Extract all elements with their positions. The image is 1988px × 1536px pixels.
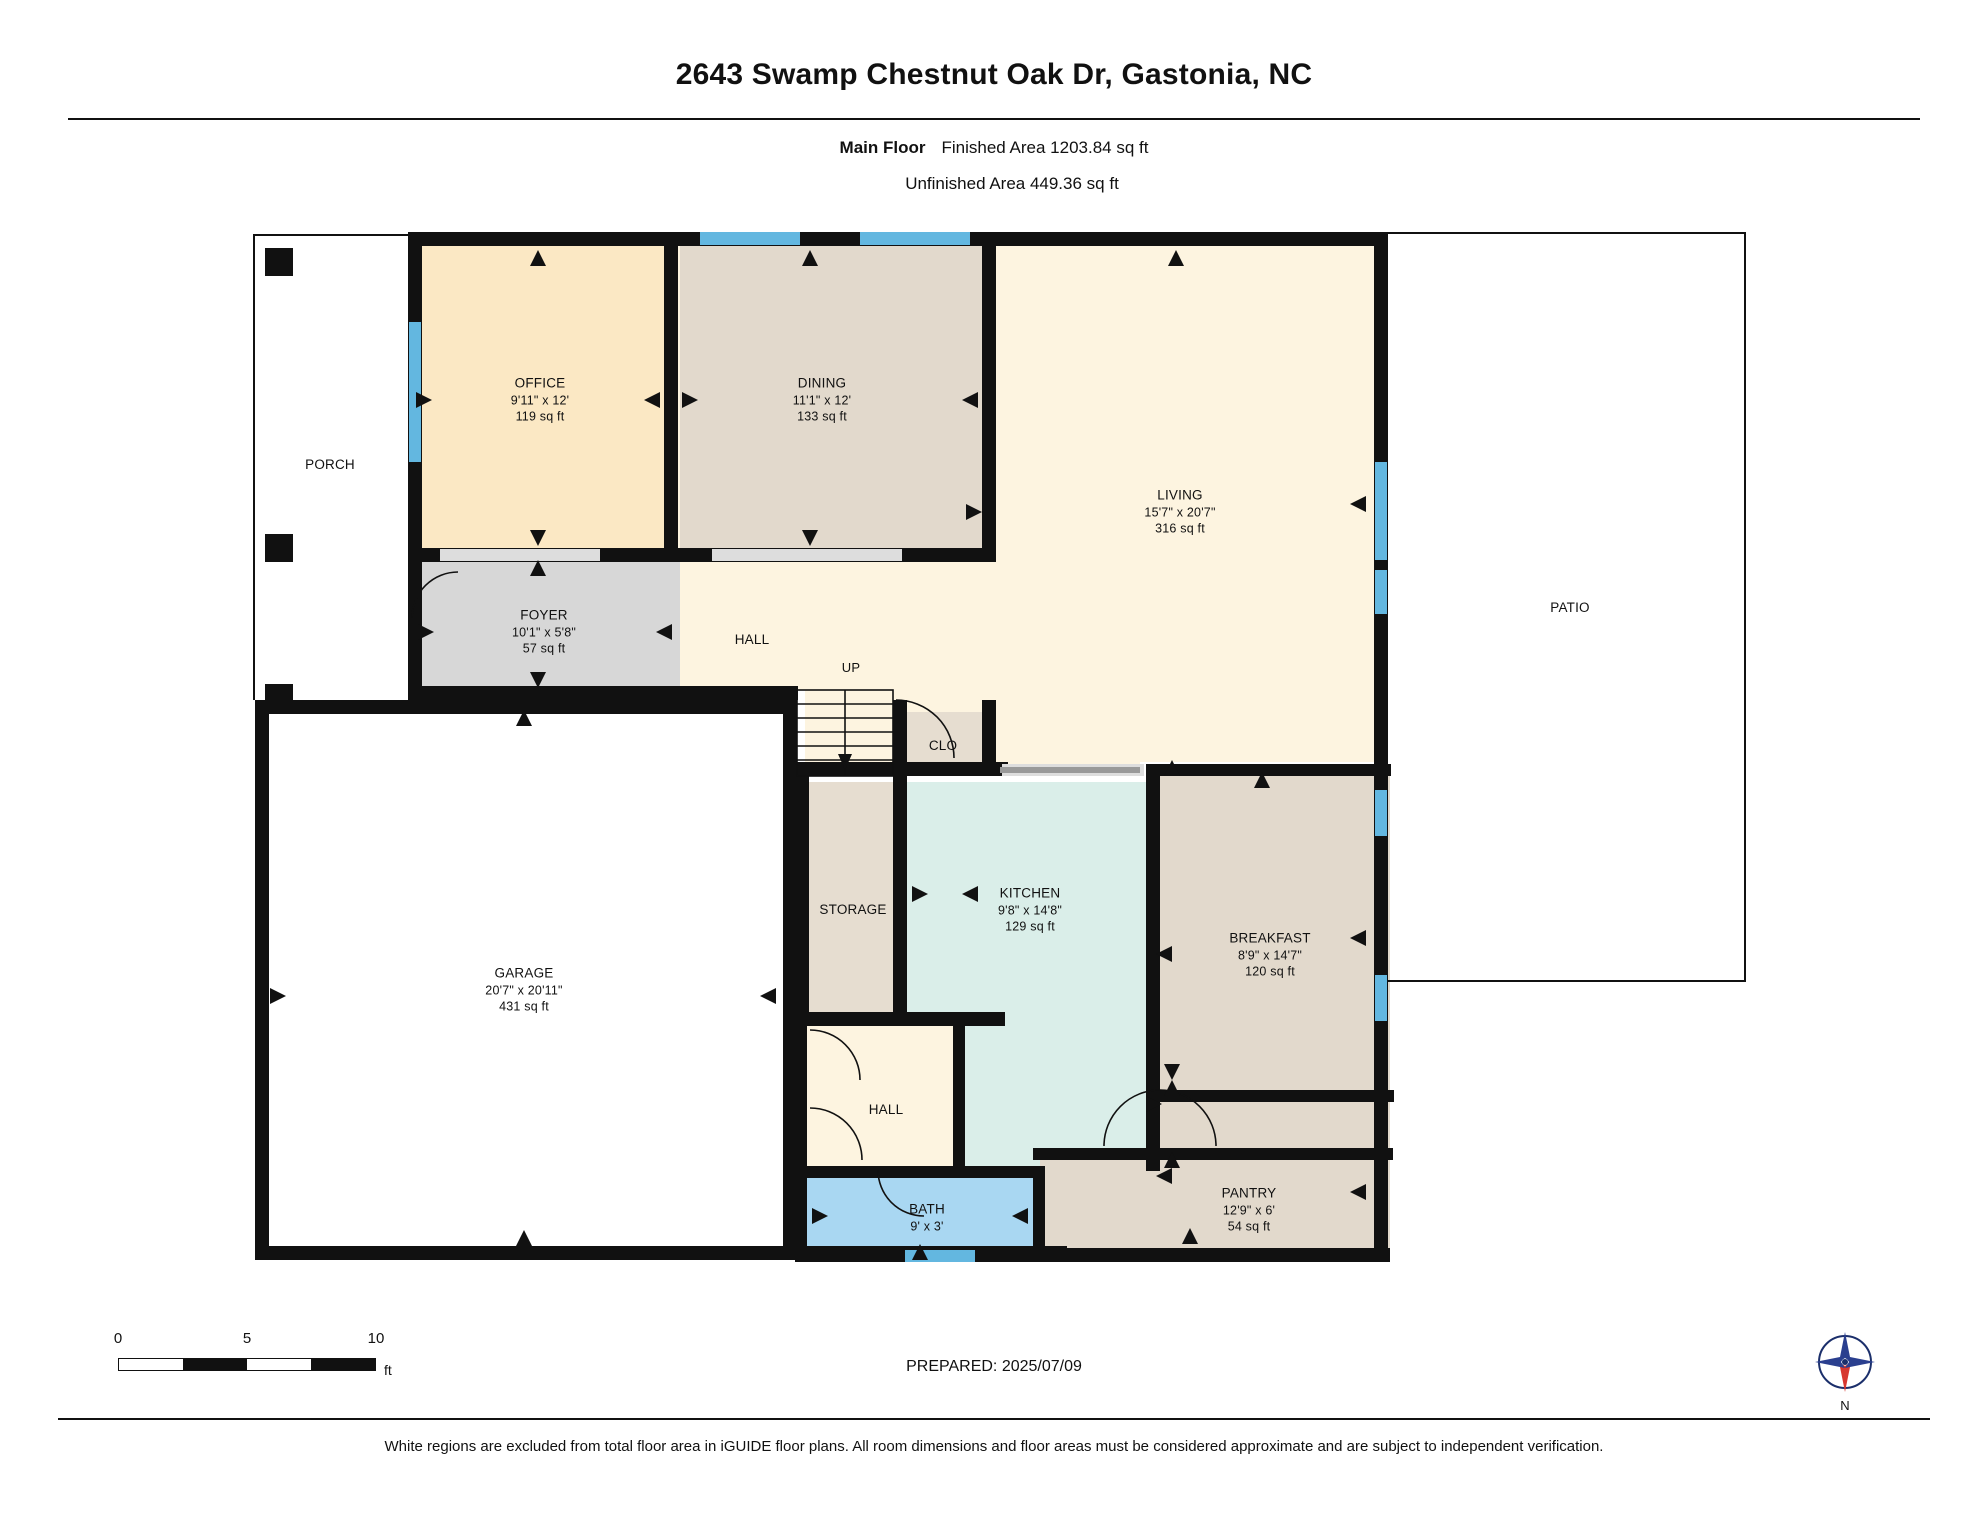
disclaimer-text: White regions are excluded from total floor area in iGUIDE floor plans. All room dimensions and floor areas must be considered approximate and are subject to independent verification.: [384, 1438, 1604, 1455]
room-hall-upper: HALL: [734, 631, 770, 647]
room-office: OFFICE 9'11" x 12' 119 sq ft: [510, 375, 570, 424]
scale-tick-5: 5: [242, 1330, 252, 1347]
page-title: 2643 Swamp Chestnut Oak Dr, Gastonia, NC: [675, 58, 1313, 91]
compass-north-label: N: [1840, 1398, 1850, 1413]
room-storage: STORAGE: [819, 901, 887, 917]
stairs-up-label: UP: [841, 659, 861, 675]
scale-tick-10: 10: [367, 1330, 385, 1347]
room-garage: GARAGE 20'7" x 20'11" 431 sq ft: [485, 965, 563, 1014]
room-porch: PORCH: [305, 456, 355, 472]
room-hall-lower: HALL: [868, 1101, 904, 1117]
compass-icon: [1805, 1322, 1885, 1402]
room-dining: DINING 11'1" x 12' 133 sq ft: [792, 375, 852, 424]
room-patio: PATIO: [1550, 599, 1590, 615]
room-bath: BATH 9' x 3': [909, 1201, 945, 1233]
room-breakfast: BREAKFAST 8'9" x 14'7" 120 sq ft: [1229, 930, 1311, 979]
footer-divider: [58, 1418, 1930, 1420]
compass-rose: [1805, 1322, 1885, 1416]
room-living: LIVING 15'7" x 20'7" 316 sq ft: [1144, 487, 1216, 536]
room-foyer: FOYER 10'1" x 5'8" 57 sq ft: [511, 607, 577, 656]
floor-label: Main Floor: [839, 138, 926, 157]
prepared-date: PREPARED: 2025/07/09: [906, 1358, 1082, 1375]
room-pantry: PANTRY 12'9" x 6' 54 sq ft: [1221, 1185, 1277, 1234]
room-closet: CLO: [928, 737, 958, 753]
room-kitchen: KITCHEN 9'8" x 14'8" 129 sq ft: [997, 885, 1063, 934]
finished-area: Finished Area 1203.84 sq ft: [941, 138, 1149, 157]
scale-ticks: [108, 1330, 385, 1350]
scale-tick-0: 0: [113, 1330, 123, 1347]
scale-unit: ft: [384, 1362, 392, 1378]
unfinished-area: Unfinished Area 449.36 sq ft: [905, 174, 1119, 193]
